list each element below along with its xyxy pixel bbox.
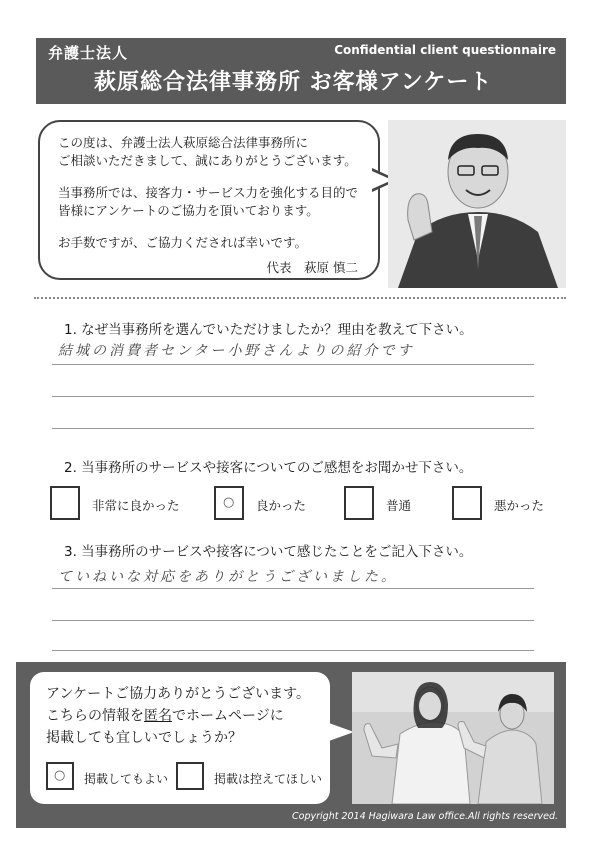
intro-line-2: ご相談いただきまして、誠にありがとうございます。 bbox=[58, 153, 357, 168]
firm-type: 弁護士法人 bbox=[48, 44, 129, 62]
publish-ok-checkbox[interactable]: ○ bbox=[46, 762, 74, 790]
representative-signature: 代表 萩原 慎二 bbox=[266, 260, 358, 275]
intro-line-4: 皆様にアンケートのご協力を頂いております。 bbox=[58, 203, 319, 218]
answer-line bbox=[52, 588, 534, 589]
option-label: 悪かった bbox=[494, 498, 545, 513]
option-label: 普通 bbox=[386, 498, 412, 513]
checkbox-checked[interactable]: ○ bbox=[214, 486, 244, 520]
checkbox[interactable] bbox=[50, 486, 80, 520]
answer-line bbox=[52, 650, 534, 651]
checkbox[interactable] bbox=[344, 486, 374, 520]
header-banner bbox=[36, 38, 566, 104]
intro-line-3: 当事務所では、接客力・サービス力を強化する目的で bbox=[58, 185, 359, 200]
answer-1-handwriting[interactable]: 結城の消費者センター小野さんよりの紹介です bbox=[58, 343, 415, 359]
intro-speech-bubble bbox=[38, 120, 380, 280]
representative-photo bbox=[388, 120, 566, 288]
intro-line-5: お手数ですが、ご協力くだされば幸いです。 bbox=[58, 235, 308, 250]
publish-ok-label: 掲載してもよい bbox=[84, 772, 169, 786]
question-1: 1. なぜ当事務所を選んでいただけましたか？理由を教えて下さい。 bbox=[64, 322, 473, 338]
answer-line bbox=[52, 396, 534, 397]
answer-3-handwriting[interactable]: ていねいな対応をありがとうございました。 bbox=[58, 569, 398, 585]
publish-decline-checkbox[interactable] bbox=[176, 762, 204, 790]
bubble-tail bbox=[326, 722, 354, 742]
copyright-text: Copyright 2014 Hagiwara Law office.All rights reserved. bbox=[292, 811, 558, 822]
checkbox[interactable] bbox=[452, 486, 482, 520]
section-divider bbox=[34, 297, 566, 299]
intro-line-1: この度は、弁護士法人萩原総合法律事務所に bbox=[58, 135, 309, 150]
answer-line bbox=[52, 620, 534, 621]
answer-line bbox=[52, 428, 534, 429]
answer-line bbox=[52, 364, 534, 365]
anonymous-word: 匿名 bbox=[144, 708, 172, 724]
page-title: 萩原総合法律事務所 お客様アンケート bbox=[94, 70, 493, 95]
option-label: 良かった bbox=[256, 498, 307, 513]
publish-decline-label: 掲載は控えてほしい bbox=[214, 772, 323, 786]
option-label: 非常に良かった bbox=[92, 498, 180, 513]
confidential-label: Confidential client questionnaire bbox=[334, 43, 556, 57]
question-3: 3. 当事務所のサービスや接客について感じたことをご記入下さい。 bbox=[64, 544, 473, 560]
publication-line-2: こちらの情報を匿名でホームページに bbox=[46, 708, 284, 724]
publication-line-1: アンケートご協力ありがとうございます。 bbox=[46, 686, 311, 702]
question-2: 2. 当事務所のサービスや接客についてのご感想をお聞かせ下さい。 bbox=[64, 460, 473, 476]
staff-photo bbox=[352, 672, 554, 804]
publication-line-3: 掲載しても宜しいでしょうか？ bbox=[46, 730, 242, 746]
